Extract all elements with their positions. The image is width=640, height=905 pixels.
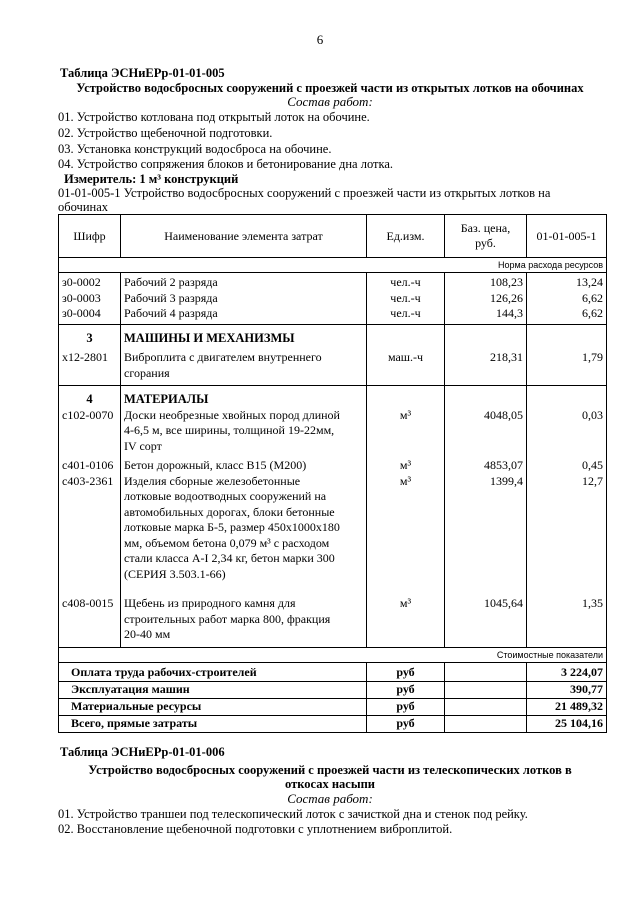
- row-price: 218,31: [445, 346, 527, 386]
- row-qty: 1,35: [527, 582, 607, 647]
- total-value: 390,77: [527, 681, 607, 698]
- table1-work-item: 01. Устройство котлована под открытый лоток на обочине.: [58, 110, 370, 124]
- total-value: 3 224,07: [527, 662, 607, 681]
- row-price: 1045,64: [445, 582, 527, 647]
- row-name-line: Изделия сборные железобетонные: [124, 473, 301, 488]
- table-row: [59, 474, 607, 583]
- total-row: [59, 681, 607, 698]
- row-qty: 6,62: [527, 291, 607, 307]
- total-label: Всего, прямые затраты: [59, 715, 367, 732]
- table1-subtitle: Устройство водосбросных сооружений с проезжей части из открытых лотков на обочинах: [76, 81, 584, 95]
- row-unit: чел.-ч: [367, 306, 445, 324]
- table2-work-item: 02. Восстановление щебеночной подготовки с уплотнением виброплитой.: [58, 822, 453, 836]
- total-value: 21 489,32: [527, 698, 607, 715]
- row-name-line: (СЕРИЯ 3.503.1-66): [124, 566, 226, 581]
- cost-subheader: Стоимостные показатели: [59, 647, 607, 662]
- table1-composition-label: Состав работ:: [287, 94, 373, 109]
- row-name-line: Щебень из природного камня для: [124, 596, 296, 610]
- row-name-line: Виброплита с двигателем внутреннего: [124, 350, 322, 364]
- table-row: [59, 454, 607, 474]
- total-unit: руб: [367, 662, 445, 681]
- total-row: [59, 698, 607, 715]
- row-code: з0-0002: [59, 273, 121, 291]
- header-price-line2: руб.: [475, 236, 496, 250]
- table1-work-item: 04. Устройство сопряжения блоков и бетонирование дна лотка.: [58, 157, 394, 171]
- row-name-line: автомобильных дорогах, блоки бетонные: [124, 504, 335, 519]
- row-name-line: мм, объемом бетона 0,079 м³ с расходом: [124, 535, 330, 550]
- norm-subheader: Норма расхода ресурсов: [59, 258, 607, 273]
- table1-meter: Измеритель: 1 м³ конструкций: [64, 172, 239, 186]
- row-price: 144,3: [445, 306, 527, 324]
- section-row: [59, 386, 607, 408]
- row-qty: 12,7: [527, 474, 607, 583]
- row-unit: м³: [367, 408, 445, 455]
- row-code: х12-2801: [59, 346, 121, 386]
- total-unit: руб: [367, 698, 445, 715]
- row-code: з0-0004: [59, 306, 121, 324]
- row-qty: 1,79: [527, 346, 607, 386]
- header-name: Наименование элемента затрат: [121, 215, 367, 258]
- row-qty: 0,45: [527, 454, 607, 474]
- row-qty: 6,62: [527, 306, 607, 324]
- row-qty: 13,24: [527, 273, 607, 291]
- row-name: Рабочий 3 разряда: [121, 291, 367, 307]
- row-code: с401-0106: [59, 454, 121, 474]
- table1-norm-line: 01-01-005-1 Устройство водосбросных сооружений с проезжей части из открытых лотков на: [58, 186, 551, 200]
- row-price: 108,23: [445, 273, 527, 291]
- cost-subheader-row: [59, 647, 607, 662]
- section-name: МАШИНЫ И МЕХАНИЗМЫ: [121, 324, 367, 346]
- header-norm: 01-01-005-1: [527, 215, 607, 258]
- row-code: с403-2361: [59, 474, 121, 583]
- table-row: [59, 306, 607, 324]
- row-price: 1399,4: [445, 474, 527, 583]
- row-name: Рабочий 4 разряда: [121, 306, 367, 324]
- row-name: Рабочий 2 разряда: [121, 273, 367, 291]
- resource-table: [58, 214, 607, 733]
- table2-composition-label: Состав работ:: [287, 791, 373, 806]
- row-name: [121, 474, 367, 583]
- section-code: 3: [59, 324, 121, 346]
- total-label: Материальные ресурсы: [59, 698, 367, 715]
- row-name-line: 4-6,5 м, все ширины, толщиной 19-22мм,: [124, 423, 335, 437]
- row-unit: чел.-ч: [367, 273, 445, 291]
- norm-subheader-row: [59, 258, 607, 273]
- row-price: 126,26: [445, 291, 527, 307]
- total-unit: руб: [367, 681, 445, 698]
- row-unit: маш.-ч: [367, 346, 445, 386]
- table-row: [59, 582, 607, 647]
- header-price: [445, 215, 527, 258]
- row-name-line: строительных работ марка 800, фракция: [124, 611, 331, 626]
- table-header-row: [59, 215, 607, 258]
- table2-title: Таблица ЭСНиЕРр-01-01-006: [60, 745, 225, 759]
- total-row: [59, 715, 607, 732]
- total-unit: руб: [367, 715, 445, 732]
- row-unit: м³: [367, 474, 445, 583]
- row-name-line: 20-40 мм: [124, 627, 171, 641]
- table-row: [59, 273, 607, 291]
- row-name-line: Доски необрезные хвойных пород длиной: [124, 407, 340, 422]
- row-name: Бетон дорожный, класс В15 (М200): [121, 454, 367, 474]
- row-unit: м³: [367, 454, 445, 474]
- total-label: Эксплуатация машин: [59, 681, 367, 698]
- row-name-line: лотковые марка Б-5, размер 450х1000х180: [124, 520, 340, 534]
- row-price: 4048,05: [445, 408, 527, 455]
- row-unit: м³: [367, 582, 445, 647]
- table-row: [59, 408, 607, 455]
- table1-work-item: 03. Установка конструкций водосброса на обочине.: [58, 142, 332, 156]
- table2-subtitle-cont: откосах насыпи: [284, 777, 375, 791]
- table2-subtitle: Устройство водосбросных сооружений с проезжей части из телескопических лотков в: [88, 763, 572, 777]
- header-unit: Ед.изм.: [367, 215, 445, 258]
- table1-norm-line-cont: обочинах: [58, 200, 108, 214]
- row-unit: чел.-ч: [367, 291, 445, 307]
- header-price-line1: Баз. цена,: [460, 221, 511, 235]
- row-name: [121, 346, 367, 386]
- total-value: 25 104,16: [527, 715, 607, 732]
- section-row: [59, 324, 607, 346]
- row-code: с408-0015: [59, 582, 121, 647]
- row-name: [121, 582, 367, 647]
- row-name-line: сгорания: [124, 365, 170, 380]
- row-qty: 0,03: [527, 408, 607, 455]
- section-name: МАТЕРИАЛЫ: [121, 386, 367, 408]
- row-price: 4853,07: [445, 454, 527, 474]
- row-name: [121, 408, 367, 455]
- table-row: [59, 346, 607, 386]
- row-code: с102-0070: [59, 408, 121, 455]
- row-name-line: стали класса А-I 2,34 кг, бетон марки 300: [124, 551, 335, 565]
- table2-work-item: 01. Устройство траншеи под телескопический лоток с зачисткой дна и стенок под рейку.: [58, 807, 528, 821]
- row-name-line: лотковые водоотводных сооружений на: [124, 489, 327, 503]
- table1-work-item: 02. Устройство щебеночной подготовки.: [58, 126, 273, 140]
- table1-title: Таблица ЭСНиЕРр-01-01-005: [60, 66, 225, 80]
- table-row: [59, 291, 607, 307]
- total-row: [59, 662, 607, 681]
- page-number: 6: [316, 32, 324, 47]
- row-name-line: IV сорт: [124, 438, 162, 453]
- row-code: з0-0003: [59, 291, 121, 307]
- header-code: Шифр: [59, 215, 121, 258]
- section-code: 4: [59, 386, 121, 408]
- total-label: Оплата труда рабочих-строителей: [59, 662, 367, 681]
